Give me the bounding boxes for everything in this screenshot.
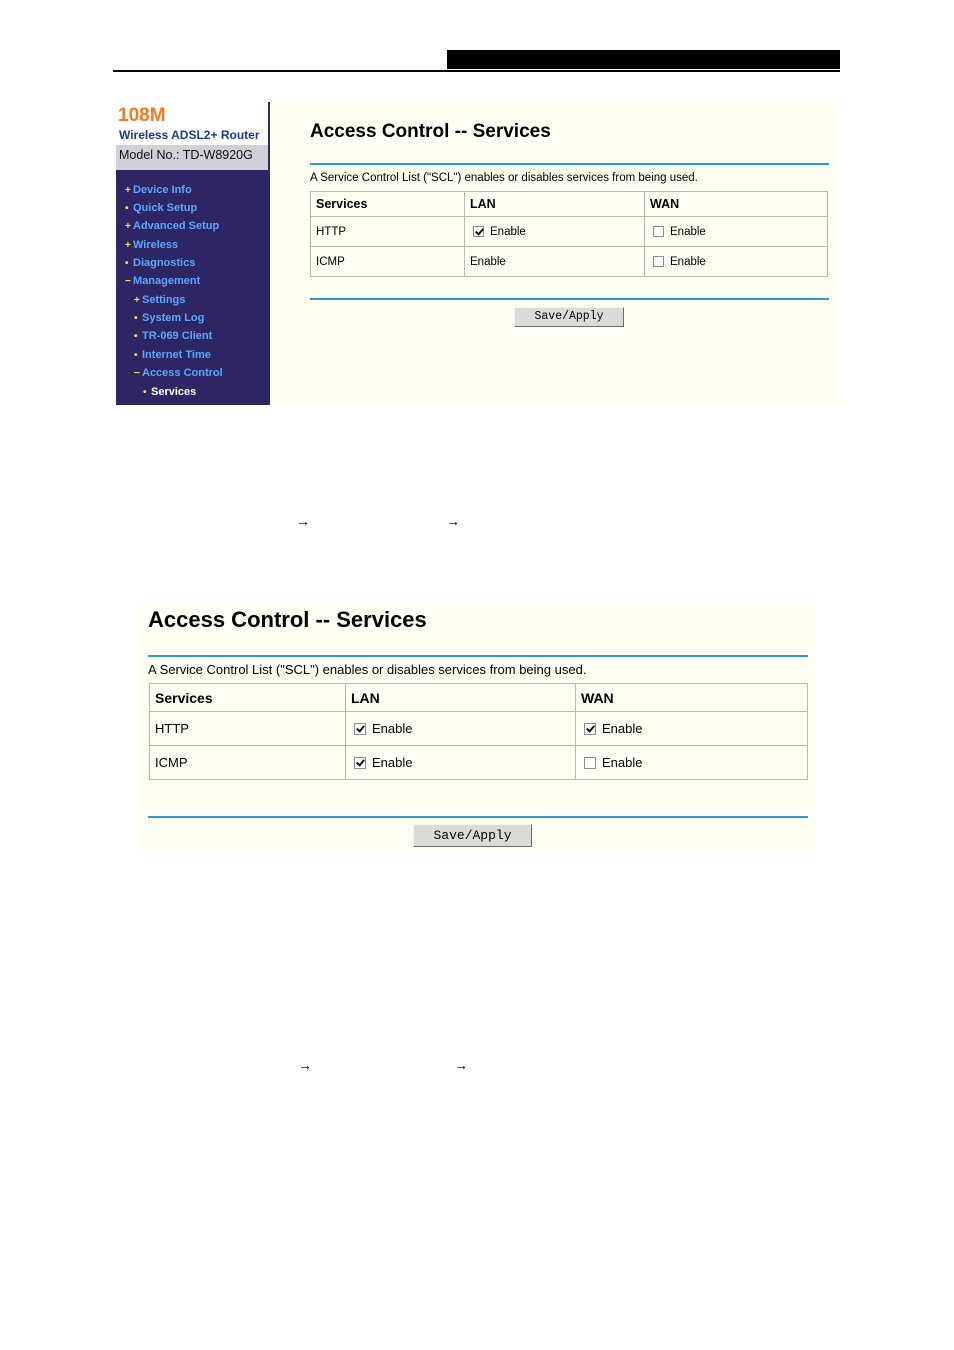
screenshot-services-config — [136, 603, 817, 852]
table-row — [150, 712, 808, 746]
sidebar-item-label: Settings — [142, 294, 186, 306]
wan-cell — [645, 247, 828, 277]
sidebar-item-label: TR-069 Client — [142, 330, 213, 342]
title-rule — [148, 655, 808, 657]
checkbox-label: Enable — [602, 721, 643, 736]
wan-icmp-checkbox[interactable] — [653, 256, 664, 267]
sidebar-item-label: Services — [151, 386, 197, 398]
nav-marker-icon: + — [134, 295, 140, 306]
checkbox-label: Enable — [670, 225, 706, 238]
footer-rule — [310, 298, 829, 300]
sidebar-nav — [116, 170, 268, 405]
sidebar-item-label: Wireless — [133, 239, 179, 251]
sidebar-item-system-log[interactable] — [134, 312, 204, 324]
sidebar-item-label: System Log — [142, 312, 205, 324]
nav-marker-icon: + — [125, 221, 131, 232]
header-wan: WAN — [645, 192, 828, 217]
model-number: Model No.: TD-W8920G — [116, 145, 268, 170]
header-lan: LAN — [346, 684, 576, 712]
title-rule — [310, 163, 829, 165]
sidebar-item-label: Quick Setup — [133, 202, 198, 214]
header-wan: WAN — [576, 684, 808, 712]
sidebar-item-access-control[interactable] — [134, 367, 223, 379]
sidebar-item-advanced-setup[interactable] — [125, 220, 219, 232]
lan-http-checkbox[interactable] — [354, 723, 366, 735]
page-title: Access Control -- Services — [310, 121, 551, 142]
checkbox-label: Enable — [372, 721, 413, 736]
arrow-icon: → — [298, 1057, 312, 1073]
wan-http-checkbox[interactable] — [653, 226, 664, 237]
sidebar-divider — [268, 102, 270, 405]
nav-marker-icon: • — [125, 203, 129, 214]
arrow-icon: → — [446, 513, 460, 529]
sidebar-item-label: Advanced Setup — [133, 220, 220, 232]
sidebar-item-services[interactable] — [143, 386, 196, 398]
screenshot-router-ui — [116, 102, 839, 405]
sidebar-item-device-info[interactable] — [125, 184, 192, 196]
sidebar-item-internet-time[interactable] — [134, 349, 211, 361]
nav-marker-icon: • — [134, 331, 138, 342]
sidebar-item-tr-069-client[interactable] — [134, 330, 212, 342]
wan-cell — [576, 746, 808, 780]
sidebar-item-label: Access Control — [142, 367, 223, 379]
table-header-row — [311, 192, 828, 217]
lan-cell — [346, 746, 576, 780]
save-apply-button[interactable]: Save/Apply — [514, 307, 624, 327]
checkbox-label: Enable — [490, 225, 526, 238]
brand-logo — [116, 102, 268, 170]
sidebar-item-label: Management — [133, 275, 201, 287]
nav-marker-icon: − — [125, 276, 131, 287]
header-services: Services — [311, 192, 465, 217]
lan-cell — [465, 217, 645, 247]
save-apply-button[interactable]: Save/Apply — [413, 824, 532, 847]
checkbox-label: Enable — [602, 755, 643, 770]
lan-cell — [346, 712, 576, 746]
nav-marker-icon: • — [134, 313, 138, 324]
service-name: HTTP — [150, 712, 346, 746]
sidebar-item-label: Diagnostics — [133, 257, 196, 269]
nav-marker-icon: + — [125, 185, 131, 196]
header-lan: LAN — [465, 192, 645, 217]
scl-description: A Service Control List ("SCL") enables or disables services from being used. — [148, 662, 587, 677]
lan-icmp-checkbox[interactable] — [354, 757, 366, 769]
service-name: ICMP — [150, 746, 346, 780]
sidebar-item-settings[interactable] — [134, 294, 185, 306]
sidebar-item-wireless[interactable] — [125, 239, 178, 251]
sidebar-item-quick-setup[interactable] — [125, 202, 197, 214]
sidebar-item-label: Device Info — [133, 184, 192, 196]
page-header-rule — [113, 70, 840, 72]
checkbox-label: Enable — [670, 255, 706, 268]
page-title: Access Control -- Services — [148, 607, 427, 632]
service-name: ICMP — [311, 247, 465, 277]
wan-cell — [645, 217, 828, 247]
services-table — [310, 191, 828, 277]
nav-marker-icon: − — [134, 368, 140, 379]
header-services: Services — [150, 684, 346, 712]
table-row — [150, 746, 808, 780]
lan-icmp-text: Enable — [470, 255, 506, 268]
table-row — [311, 217, 828, 247]
services-table — [149, 683, 808, 780]
table-header-row — [150, 684, 808, 712]
table-row — [311, 247, 828, 277]
scl-description: A Service Control List ("SCL") enables or disables services from being used. — [310, 172, 698, 184]
page-header-bar — [447, 50, 840, 69]
nav-marker-icon: • — [143, 387, 147, 398]
sidebar-item-label: Internet Time — [142, 349, 211, 361]
arrow-icon: → — [296, 513, 310, 529]
lan-http-checkbox[interactable] — [473, 226, 484, 237]
arrow-icon: → — [454, 1057, 468, 1073]
checkbox-label: Enable — [372, 755, 413, 770]
sidebar-item-diagnostics[interactable] — [125, 257, 195, 269]
brand-line2: Wireless ADSL2+ Router — [119, 128, 260, 142]
lan-cell — [465, 247, 645, 277]
nav-marker-icon: • — [134, 350, 138, 361]
wan-http-checkbox[interactable] — [584, 723, 596, 735]
brand-line1: 108M — [118, 105, 166, 126]
wan-icmp-checkbox[interactable] — [584, 757, 596, 769]
sidebar-item-management[interactable] — [125, 275, 200, 287]
wan-cell — [576, 712, 808, 746]
footer-rule — [148, 816, 808, 818]
service-name: HTTP — [311, 217, 465, 247]
nav-marker-icon: • — [125, 258, 129, 269]
nav-marker-icon: + — [125, 240, 131, 251]
